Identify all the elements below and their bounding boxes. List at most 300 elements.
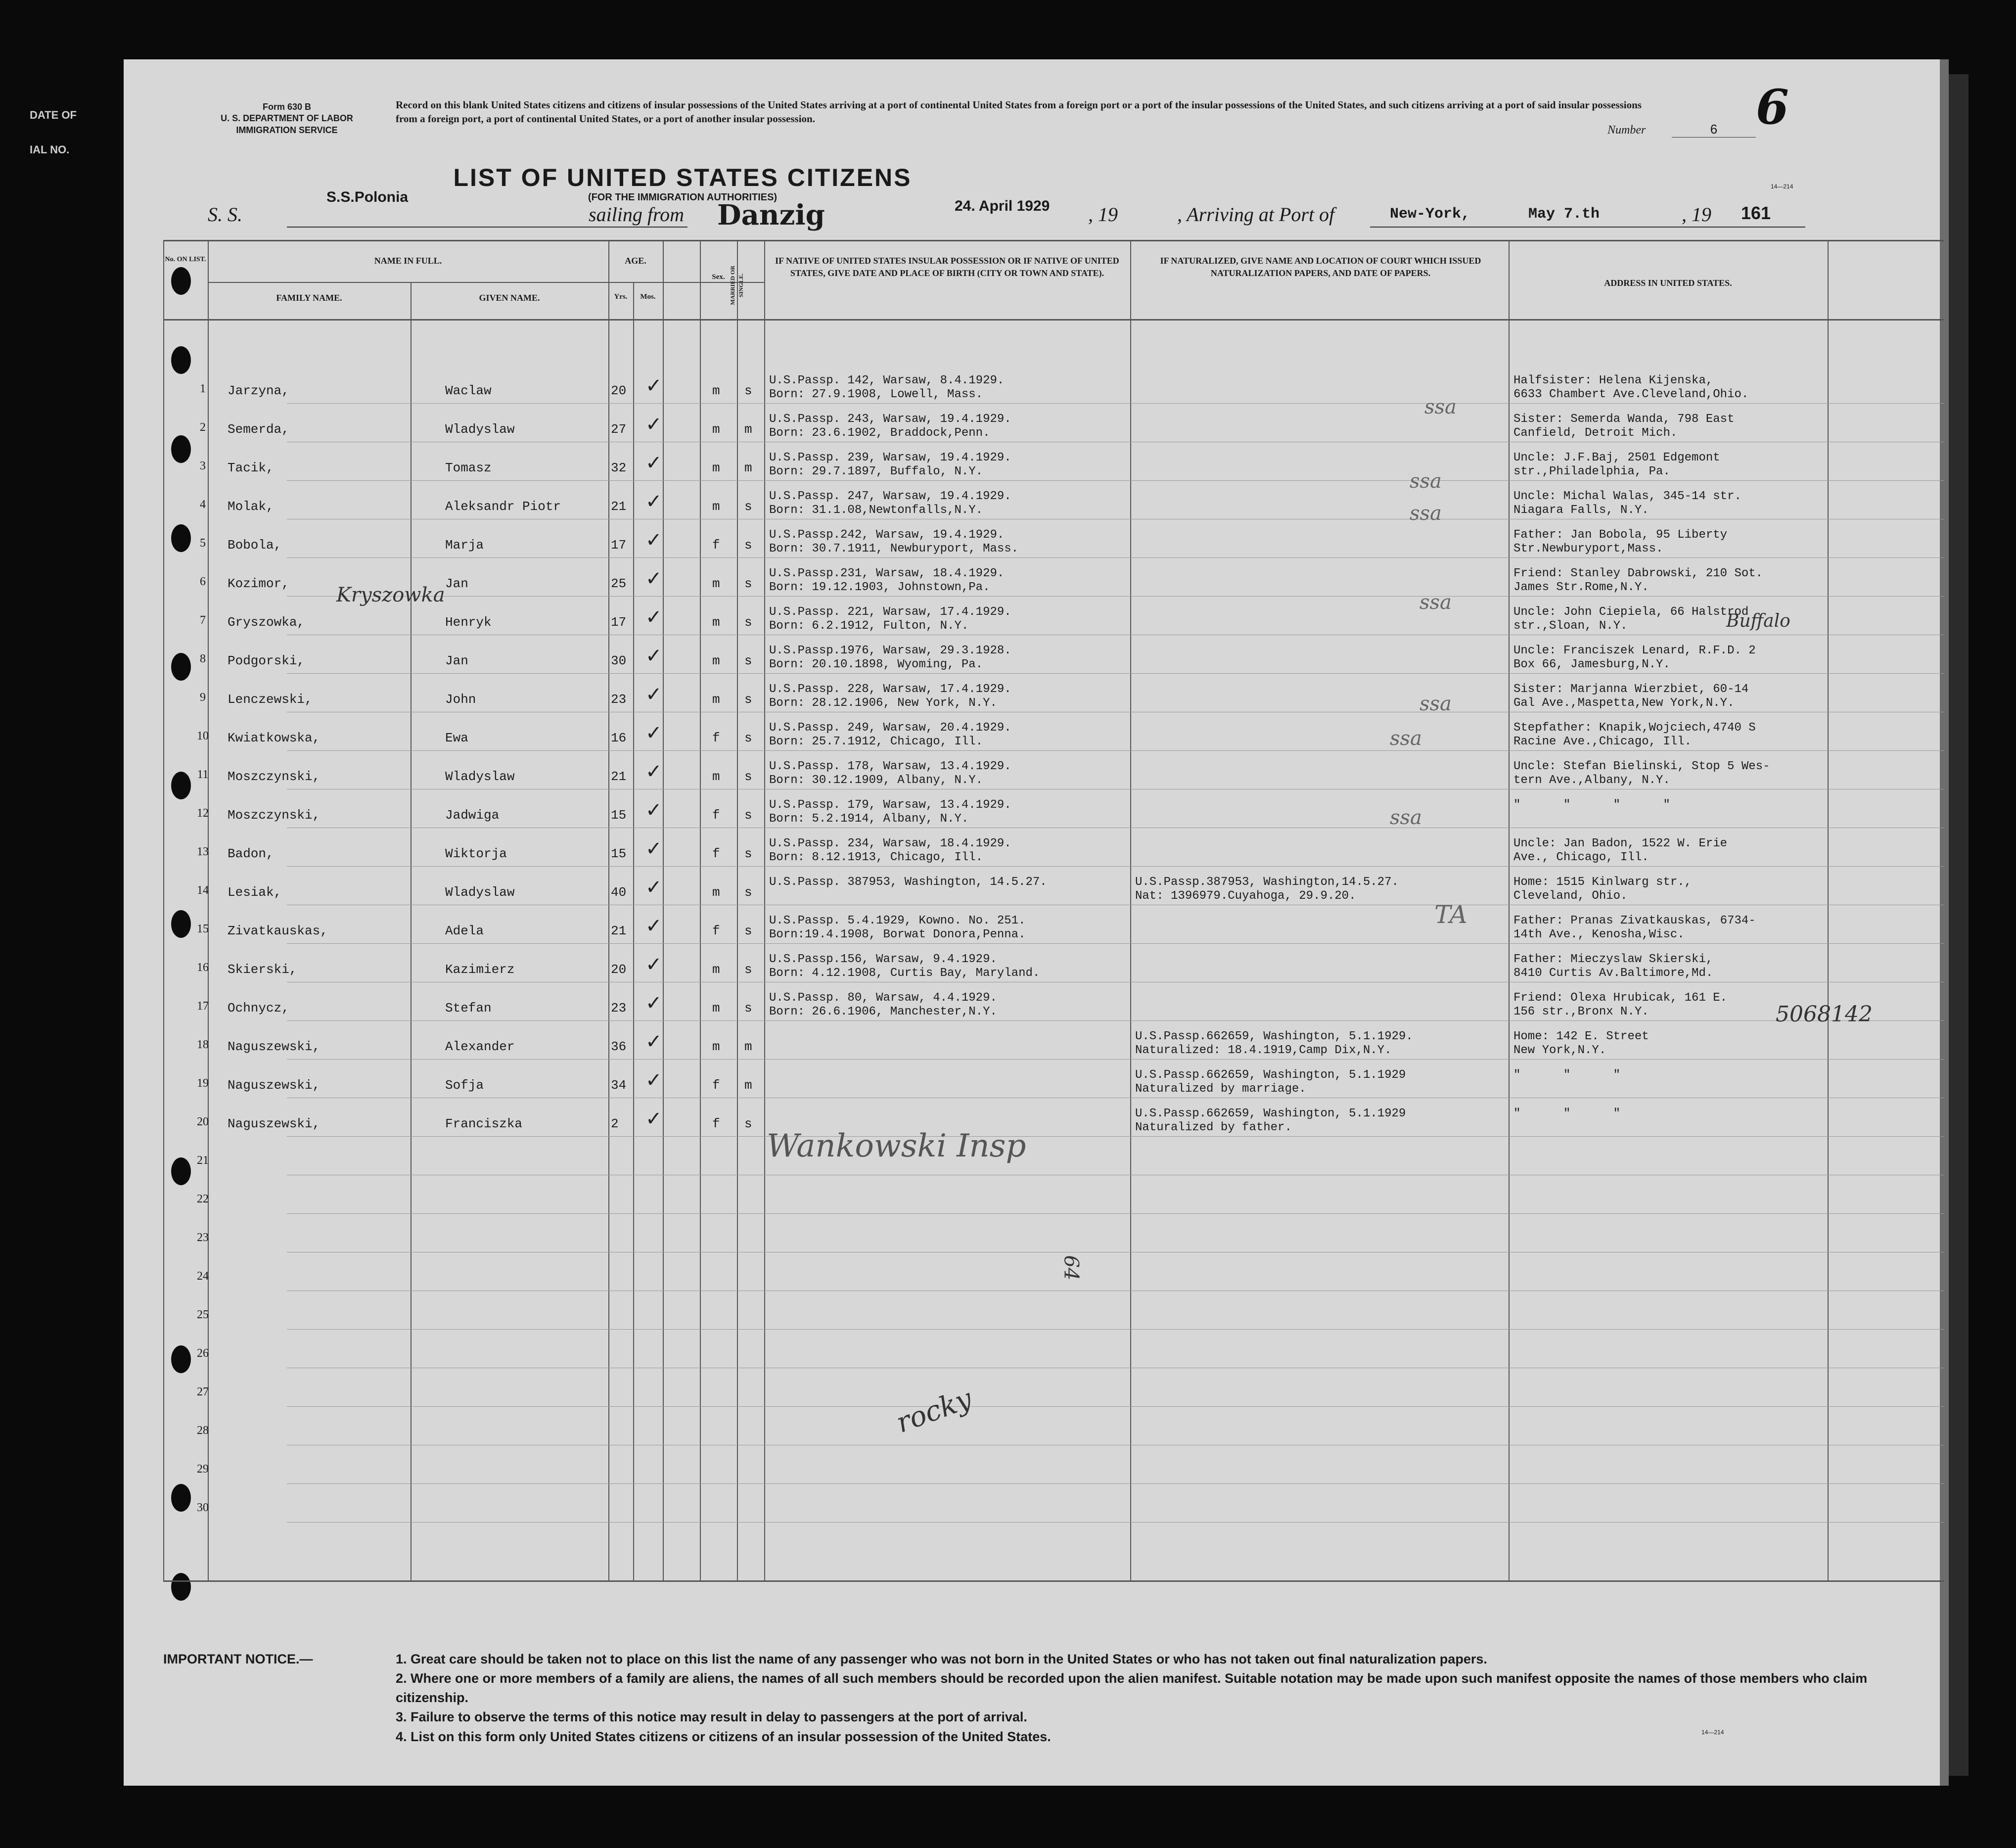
binder-hole xyxy=(171,346,191,374)
marital-status-cell: s xyxy=(744,383,752,398)
address-line-2-cell: str.,Philadelphia, Pa. xyxy=(1513,465,1670,478)
name-correction: Kryszowka xyxy=(336,584,445,606)
given-name-cell: Waclaw xyxy=(445,383,492,398)
checkmark-icon: ✓ xyxy=(645,374,662,397)
binder-hole xyxy=(171,653,191,681)
checkmark-icon: ✓ xyxy=(645,1030,662,1053)
age-years-cell: 32 xyxy=(611,461,627,475)
address-line-2-cell: James Str.Rome,N.Y. xyxy=(1513,581,1649,594)
binder-hole xyxy=(171,1573,191,1601)
address-line-1-cell: Stepfather: Knapik,Wojciech,4740 S xyxy=(1513,721,1756,735)
address-line-2-cell: Niagara Falls, N.Y. xyxy=(1513,504,1649,517)
family-name-cell: Lesiak, xyxy=(228,885,282,900)
row-number: 26 xyxy=(197,1347,209,1360)
address-line-1-cell: Uncle: Jan Badon, 1522 W. Erie xyxy=(1513,837,1728,850)
address-line-1-cell: Uncle: Stefan Bielinski, Stop 5 Wes- xyxy=(1513,760,1770,773)
marital-status-cell: s xyxy=(744,576,752,591)
list-subtitle: (FOR THE IMMIGRATION AUTHORITIES) xyxy=(588,192,778,203)
form-info xyxy=(188,101,386,136)
birth-passport-cell: U.S.Passp. 247, Warsaw, 19.4.1929. xyxy=(769,490,1011,503)
birth-place-cell: Born: 23.6.1902, Braddock,Penn. xyxy=(769,426,990,440)
row-number: 27 xyxy=(197,1386,209,1398)
col-yrs: Yrs. xyxy=(614,293,628,301)
number-label: Number xyxy=(1607,124,1646,137)
row-number: 10 xyxy=(197,730,209,742)
family-name-cell: Tacik, xyxy=(228,461,274,475)
naturalization-passport-cell: U.S.Passp.662659, Washington, 5.1.1929 xyxy=(1135,1107,1406,1120)
address-line-2-cell: Racine Ave.,Chicago, Ill. xyxy=(1513,735,1692,748)
address-line-2-cell: Ave., Chicago, Ill. xyxy=(1513,851,1649,864)
sex-cell: f xyxy=(712,731,720,745)
checkmark-icon: ✓ xyxy=(645,722,662,744)
address-line-1-cell: Home: 1515 Kinlwarg str., xyxy=(1513,876,1692,889)
family-name-cell: Moszczynski, xyxy=(228,808,321,823)
age-years-cell: 15 xyxy=(611,846,627,861)
row-number: 16 xyxy=(197,961,209,974)
department-name: U. S. DEPARTMENT OF LABOR xyxy=(221,113,353,124)
notice-item: 3. Failure to observe the terms of this notice may result in delay to passengers at the port of arrival. xyxy=(396,1709,1027,1725)
row-rule xyxy=(287,480,1944,481)
row-rule xyxy=(287,557,1944,558)
birth-passport-cell: U.S.Passp. 234, Warsaw, 18.4.1929. xyxy=(769,837,1011,850)
col-address: ADDRESS IN UNITED STATES. xyxy=(1604,278,1732,288)
birth-place-cell: Born: 4.12.1908, Curtis Bay, Maryland. xyxy=(769,967,1040,980)
marital-status-cell: s xyxy=(744,499,752,514)
col-rule xyxy=(1130,240,1131,1581)
col-mos: Mos. xyxy=(640,293,656,301)
marital-status-cell: s xyxy=(744,769,752,784)
given-name-cell: Ewa xyxy=(445,731,468,745)
birth-place-cell: Born: 26.6.1906, Manchester,N.Y. xyxy=(769,1005,997,1018)
birth-place-cell: Born: 31.1.08,Newtonfalls,N.Y. xyxy=(769,504,983,517)
sex-cell: m xyxy=(712,885,720,900)
age-years-cell: 40 xyxy=(611,885,627,900)
sex-cell: f xyxy=(712,1078,720,1093)
form-number: Form 630 B xyxy=(262,102,312,112)
given-name-cell: Franciszka xyxy=(445,1116,523,1131)
number-value: 6 xyxy=(1672,122,1756,138)
address-line-1-cell: Uncle: J.F.Baj, 2501 Edgemont xyxy=(1513,451,1720,464)
birth-place-cell: Born: 8.12.1913, Chicago, Ill. xyxy=(769,851,983,864)
birth-passport-cell: U.S.Passp. 239, Warsaw, 19.4.1929. xyxy=(769,451,1011,464)
marital-status-cell: m xyxy=(744,461,752,475)
address-line-1-cell: Uncle: Michal Walas, 345-14 str. xyxy=(1513,490,1741,503)
number-note: 5068142 xyxy=(1776,1002,1873,1027)
checkmark-icon: ✓ xyxy=(645,1069,662,1092)
family-name-cell: Bobola, xyxy=(228,538,282,553)
age-years-cell: 27 xyxy=(611,422,627,437)
row-number: 20 xyxy=(197,1115,209,1128)
given-name-cell: Aleksandr Piotr xyxy=(445,499,561,514)
col-naturalized: IF NATURALIZED, GIVE NAME AND LOCATION OF COURT WHICH ISSUED NATURALIZATION PAPERS, AND DATE OF PAPERS. xyxy=(1160,256,1481,278)
family-name-cell: Naguszewski, xyxy=(228,1078,321,1093)
important-notice xyxy=(163,1650,1904,1747)
ssa-annotation: ssa xyxy=(1420,693,1452,715)
arrival-underline xyxy=(1370,227,1805,228)
family-name-cell: Kozimor, xyxy=(228,576,289,591)
naturalization-detail-cell: Naturalized by father. xyxy=(1135,1121,1292,1134)
age-years-cell: 2 xyxy=(611,1116,619,1131)
intro-text: Record on this blank United States citizens and citizens of insular possessions of the United States arriving at a port of continental United States from a foreign port or a port of the insular possessions of the United States, and such citizens arriving at a port of said insular possessions from a foreign port, a port of continental United States, or a port of another insular possession. xyxy=(396,99,1642,125)
address-line-2-cell: str.,Sloan, N.Y. xyxy=(1513,619,1628,633)
row-rule xyxy=(287,1483,1944,1484)
marital-status-cell: m xyxy=(744,1039,752,1054)
binder-hole xyxy=(171,524,191,552)
birth-passport-cell: U.S.Passp. 5.4.1929, Kowno. No. 251. xyxy=(769,914,1026,927)
checkmark-icon: ✓ xyxy=(645,529,662,552)
address-line-1-cell: Father: Jan Bobola, 95 Liberty xyxy=(1513,528,1728,542)
col-birth: IF NATIVE OF UNITED STATES INSULAR POSSESSION OR IF NATIVE OF UNITED STATES, GIVE DATE AND PLACE OF BIRTH (CITY OR TOWN AND STATE). xyxy=(775,256,1119,278)
sex-cell: m xyxy=(712,1001,720,1016)
age-years-cell: 17 xyxy=(611,615,627,630)
birth-place-cell: Born: 5.2.1914, Albany, N.Y. xyxy=(769,812,969,826)
row-number: 30 xyxy=(197,1501,209,1514)
checkmark-icon: ✓ xyxy=(645,760,662,783)
ssa-annotation: ssa xyxy=(1390,806,1422,829)
col-rule xyxy=(737,240,738,1581)
row-rule xyxy=(287,1020,1944,1021)
row-number: 6 xyxy=(200,575,206,588)
ssa-annotation: ssa xyxy=(1390,727,1422,750)
checkmark-icon: ✓ xyxy=(645,606,662,629)
given-name-cell: Wiktorja xyxy=(445,846,507,861)
birth-place-cell: Born: 19.12.1903, Johnstown,Pa. xyxy=(769,581,990,594)
form-code: 14—214 xyxy=(1771,183,1793,190)
marital-status-cell: s xyxy=(744,653,752,668)
row-number: 1 xyxy=(200,382,206,395)
given-name-cell: John xyxy=(445,692,476,707)
family-name-cell: Skierski, xyxy=(228,962,297,977)
given-name-cell: Tomasz xyxy=(445,461,492,475)
marital-status-cell: s xyxy=(744,962,752,977)
checkmark-icon: ✓ xyxy=(645,645,662,667)
given-name-cell: Alexander xyxy=(445,1039,515,1054)
stub-label-1: DATE OF xyxy=(30,109,77,121)
birth-passport-cell: U.S.Passp. 249, Warsaw, 20.4.1929. xyxy=(769,721,1011,735)
col-sex: Sex. xyxy=(712,273,725,281)
address-line-2-cell: Cleveland, Ohio. xyxy=(1513,889,1628,903)
checkmark-icon: ✓ xyxy=(645,567,662,590)
col-age: AGE. xyxy=(625,256,646,266)
row-number: 2 xyxy=(200,421,206,434)
birth-place-cell: Born: 20.10.1898, Wyoming, Pa. xyxy=(769,658,983,671)
row-number: 14 xyxy=(197,884,209,897)
list-title-block xyxy=(124,163,1241,203)
binder-hole xyxy=(171,772,191,799)
address-line-1-cell: Uncle: Franciszek Lenard, R.F.D. 2 xyxy=(1513,644,1756,657)
row-number: 11 xyxy=(197,768,209,781)
address-line-1-cell: Sister: Semerda Wanda, 798 East xyxy=(1513,413,1735,426)
family-name-cell: Moszczynski, xyxy=(228,769,321,784)
marital-status-cell: s xyxy=(744,885,752,900)
address-line-1-cell: Friend: Olexa Hrubicak, 161 E. xyxy=(1513,991,1728,1005)
address-line-1-cell: Father: Pranas Zivatkauskas, 6734- xyxy=(1513,914,1756,927)
col-given-name: GIVEN NAME. xyxy=(479,293,540,303)
given-name-cell: Wladyslaw xyxy=(445,422,515,437)
address-line-1-cell: Uncle: John Ciepiela, 66 Halstrod xyxy=(1513,605,1749,619)
port-to: New-York, xyxy=(1390,206,1470,223)
sex-cell: m xyxy=(712,576,720,591)
row-number: 17 xyxy=(197,1000,209,1013)
checkmark-icon: ✓ xyxy=(645,953,662,976)
family-name-cell: Podgorski, xyxy=(228,653,305,668)
binder-hole xyxy=(171,1157,191,1185)
age-years-cell: 21 xyxy=(611,924,627,938)
notice-item: 4. List on this form only United States citizens or citizens of an insular possession of the United States. xyxy=(396,1729,1051,1744)
notice-item: 2. Where one or more members of a family are aliens, the names of all such members should be recorded upon the alien manifest. Suitable notation may be made upon such manifest opposite the names of those members who claim citizenship. xyxy=(396,1671,1868,1706)
age-years-cell: 25 xyxy=(611,576,627,591)
col-family-name: FAMILY NAME. xyxy=(276,293,342,303)
row-rule xyxy=(287,1329,1944,1330)
checkmark-icon: ✓ xyxy=(645,683,662,706)
birth-passport-cell: U.S.Passp. 142, Warsaw, 8.4.1929. xyxy=(769,374,1005,387)
address-line-1-cell: " " " " xyxy=(1513,798,1670,812)
pencil-mark-2: rocky xyxy=(892,1383,976,1439)
binder-hole xyxy=(171,435,191,463)
service-name: IMMIGRATION SERVICE xyxy=(236,125,338,135)
sailing-label: sailing from xyxy=(589,203,684,226)
col-rule xyxy=(700,240,701,1581)
family-name-cell: Naguszewski, xyxy=(228,1116,321,1131)
port-from: Danzig xyxy=(717,199,825,231)
col-rule xyxy=(764,240,765,1581)
row-rule xyxy=(287,403,1944,404)
row-number: 9 xyxy=(200,691,206,704)
birth-place-cell: Born: 28.12.1906, New York, N.Y. xyxy=(769,696,997,710)
address-line-1-cell: Friend: Stanley Dabrowski, 210 Sot. xyxy=(1513,567,1763,580)
marital-status-cell: s xyxy=(744,924,752,938)
birth-passport-cell: U.S.Passp. 178, Warsaw, 13.4.1929. xyxy=(769,760,1011,773)
binder-hole xyxy=(171,1484,191,1512)
row-number: 29 xyxy=(197,1463,209,1476)
date-to: May 7.th xyxy=(1528,206,1600,223)
row-number: 4 xyxy=(200,498,206,511)
sex-cell: f xyxy=(712,808,720,823)
row-number: 21 xyxy=(197,1154,209,1167)
col-no-on-list: No. ON LIST. xyxy=(165,256,206,263)
manifest-sheet xyxy=(124,59,1949,1786)
row-rule xyxy=(287,673,1944,674)
given-name-cell: Jan xyxy=(445,576,468,591)
binder-hole xyxy=(171,910,191,938)
col-rule xyxy=(411,282,412,1581)
naturalization-detail-cell: Naturalized: 18.4.1919,Camp Dix,N.Y. xyxy=(1135,1044,1392,1057)
notice-heading: IMPORTANT NOTICE.— xyxy=(163,1652,313,1666)
col-rule xyxy=(663,240,664,1581)
row-number: 15 xyxy=(197,923,209,935)
address-line-1-cell: Home: 142 E. Street xyxy=(1513,1030,1649,1043)
naturalization-detail-cell: Nat: 1396979.Cuyahoga, 29.9.20. xyxy=(1135,889,1356,903)
sheet-shadow xyxy=(1949,74,1969,1776)
row-number: 19 xyxy=(197,1077,209,1090)
row-number: 8 xyxy=(200,652,206,665)
row-number: 25 xyxy=(197,1308,209,1321)
age-years-cell: 16 xyxy=(611,731,627,745)
birth-place-cell: Born: 27.9.1908, Lowell, Mass. xyxy=(769,388,983,401)
age-years-cell: 23 xyxy=(611,692,627,707)
row-rule xyxy=(287,1213,1944,1214)
binder-hole xyxy=(171,267,191,295)
checkmark-icon: ✓ xyxy=(645,1108,662,1130)
marital-status-cell: s xyxy=(744,1001,752,1016)
page-mark-handwritten: 6 xyxy=(1756,79,1789,135)
birth-place-cell: Born: 30.7.1911, Newburyport, Mass. xyxy=(769,542,1019,555)
birth-place-cell: Born:19.4.1908, Borwat Donora,Penna. xyxy=(769,928,1026,941)
address-line-2-cell: tern Ave.,Albany, N.Y. xyxy=(1513,774,1670,787)
age-years-cell: 20 xyxy=(611,962,627,977)
family-name-cell: Kwiatkowska, xyxy=(228,731,321,745)
date-from: 24. April 1929 xyxy=(955,198,1050,214)
sex-cell: m xyxy=(712,422,720,437)
table-bottom-rule xyxy=(163,1580,1944,1582)
family-name-cell: Badon, xyxy=(228,846,274,861)
marital-status-cell: s xyxy=(744,1116,752,1131)
age-years-cell: 36 xyxy=(611,1039,627,1054)
birth-place-cell: Born: 25.7.1912, Chicago, Ill. xyxy=(769,735,983,748)
age-years-cell: 34 xyxy=(611,1078,627,1093)
ta-annotation: TA xyxy=(1434,900,1467,929)
row-number: 5 xyxy=(200,537,206,550)
sex-cell: m xyxy=(712,615,720,630)
row-number: 18 xyxy=(197,1038,209,1051)
given-name-cell: Stefan xyxy=(445,1001,492,1016)
row-number: 22 xyxy=(197,1193,209,1205)
birth-passport-cell: U.S.Passp. 179, Warsaw, 13.4.1929. xyxy=(769,798,1011,812)
year-label-1: , 19 xyxy=(1088,203,1118,226)
given-name-cell: Adela xyxy=(445,924,484,938)
family-name-cell: Ochnycz, xyxy=(228,1001,289,1016)
birth-place-cell: Born: 30.12.1909, Albany, N.Y. xyxy=(769,774,983,787)
naturalization-passport-cell: U.S.Passp.662659, Washington, 5.1.1929 xyxy=(1135,1068,1406,1082)
address-line-2-cell: Box 66, Jamesburg,N.Y. xyxy=(1513,658,1670,671)
col-rule xyxy=(1509,240,1510,1581)
address-line-1-cell: " " " xyxy=(1513,1107,1621,1120)
sex-cell: m xyxy=(712,383,720,398)
birth-place-cell: Born: 6.2.1912, Fulton, N.Y. xyxy=(769,619,969,633)
birth-passport-cell: U.S.Passp. 387953, Washington, 14.5.27. xyxy=(769,876,1047,889)
row-rule xyxy=(287,750,1944,751)
name-subheader-rule xyxy=(208,282,764,283)
sex-cell: m xyxy=(712,499,720,514)
row-rule xyxy=(287,1406,1944,1407)
family-name-cell: Naguszewski, xyxy=(228,1039,321,1054)
address-line-2-cell: Gal Ave.,Maspetta,New York,N.Y. xyxy=(1513,696,1735,710)
sex-cell: m xyxy=(712,769,720,784)
marital-status-cell: s xyxy=(744,615,752,630)
age-years-cell: 30 xyxy=(611,653,627,668)
col-rule xyxy=(208,240,209,1581)
sex-cell: m xyxy=(712,1039,720,1054)
given-name-cell: Henryk xyxy=(445,615,492,630)
birth-passport-cell: U.S.Passp.231, Warsaw, 18.4.1929. xyxy=(769,567,1005,580)
sex-cell: f xyxy=(712,1116,720,1131)
sex-cell: f xyxy=(712,846,720,861)
address-line-2-cell: Canfield, Detroit Mich. xyxy=(1513,426,1678,440)
birth-passport-cell: U.S.Passp.1976, Warsaw, 29.3.1928. xyxy=(769,644,1011,657)
stub-label-2: IAL NO. xyxy=(30,143,70,156)
buffalo-note: Buffalo xyxy=(1726,611,1790,631)
row-number: 7 xyxy=(200,614,206,627)
sex-cell: f xyxy=(712,538,720,553)
birth-place-cell: Born: 29.7.1897, Buffalo, N.Y. xyxy=(769,465,983,478)
ssa-annotation: ssa xyxy=(1424,396,1457,418)
sex-cell: m xyxy=(712,653,720,668)
address-line-2-cell: 8410 Curtis Av.Baltimore,Md. xyxy=(1513,967,1713,980)
ship-name: S.S.Polonia xyxy=(326,189,409,205)
row-number: 28 xyxy=(197,1424,209,1437)
naturalization-detail-cell: Naturalized by marriage. xyxy=(1135,1082,1306,1096)
marital-status-cell: s xyxy=(744,846,752,861)
checkmark-icon: ✓ xyxy=(645,490,662,513)
year-value: 161 xyxy=(1741,203,1771,223)
ssa-annotation: ssa xyxy=(1410,502,1442,525)
marital-status-cell: s xyxy=(744,692,752,707)
family-name-cell: Jarzyna, xyxy=(228,383,289,398)
arriving-label: , Arriving at Port of xyxy=(1177,203,1335,226)
sex-cell: m xyxy=(712,962,720,977)
row-rule xyxy=(287,1059,1944,1060)
naturalization-passport-cell: U.S.Passp.387953, Washington,14.5.27. xyxy=(1135,876,1399,889)
family-name-cell: Lenczewski, xyxy=(228,692,313,707)
notice-code: 14—214 xyxy=(1701,1729,1724,1736)
row-number: 24 xyxy=(197,1270,209,1283)
row-number: 3 xyxy=(200,460,206,472)
year-label-2: , 19 xyxy=(1682,203,1711,226)
checkmark-icon: ✓ xyxy=(645,413,662,436)
marital-status-cell: s xyxy=(744,538,752,553)
marital-status-cell: m xyxy=(744,422,752,437)
address-line-2-cell: 14th Ave., Kenosha,Wisc. xyxy=(1513,928,1685,941)
marital-status-cell: m xyxy=(744,1078,752,1093)
birth-passport-cell: U.S.Passp.242, Warsaw, 19.4.1929. xyxy=(769,528,1005,542)
address-line-2-cell: New York,N.Y. xyxy=(1513,1044,1606,1057)
sex-cell: m xyxy=(712,461,720,475)
list-title: LIST OF UNITED STATES CITIZENS xyxy=(453,164,912,191)
given-name-cell: Wladyslaw xyxy=(445,769,515,784)
address-line-1-cell: Halfsister: Helena Kijenska, xyxy=(1513,374,1713,387)
checkmark-icon: ✓ xyxy=(645,837,662,860)
col-name-in-full: NAME IN FULL. xyxy=(374,256,442,266)
given-name-cell: Kazimierz xyxy=(445,962,515,977)
row-number: 13 xyxy=(197,845,209,858)
address-line-1-cell: Father: Mieczyslaw Skierski, xyxy=(1513,953,1713,966)
family-name-cell: Zivatkauskas, xyxy=(228,924,328,938)
birth-passport-cell: U.S.Passp.156, Warsaw, 9.4.1929. xyxy=(769,953,997,966)
col-married-single: MARRIED OR SINGLE. xyxy=(729,265,744,305)
address-line-1-cell: Sister: Marjanna Wierzbiet, 60-14 xyxy=(1513,683,1749,696)
age-years-cell: 23 xyxy=(611,1001,627,1016)
table-header-rule xyxy=(163,319,1944,321)
row-rule xyxy=(287,943,1944,944)
marital-status-cell: s xyxy=(744,731,752,745)
ship-underline xyxy=(287,227,687,228)
address-line-1-cell: " " " xyxy=(1513,1068,1621,1082)
col-rule xyxy=(163,240,164,1581)
marital-status-cell: s xyxy=(744,808,752,823)
row-rule xyxy=(287,596,1944,597)
address-line-2-cell: 6633 Chambert Ave.Cleveland,Ohio. xyxy=(1513,388,1749,401)
col-rule xyxy=(608,240,609,1581)
ssa-annotation: ssa xyxy=(1410,470,1442,493)
given-name-cell: Jadwiga xyxy=(445,808,500,823)
family-name-cell: Semerda, xyxy=(228,422,289,437)
pencil-mark: 64 xyxy=(1059,1255,1083,1281)
sex-cell: f xyxy=(712,924,720,938)
row-number: 12 xyxy=(197,807,209,820)
family-name-cell: Molak, xyxy=(228,499,274,514)
birth-passport-cell: U.S.Passp. 221, Warsaw, 17.4.1929. xyxy=(769,605,1011,619)
address-line-2-cell: 156 str.,Bronx N.Y. xyxy=(1513,1005,1649,1018)
